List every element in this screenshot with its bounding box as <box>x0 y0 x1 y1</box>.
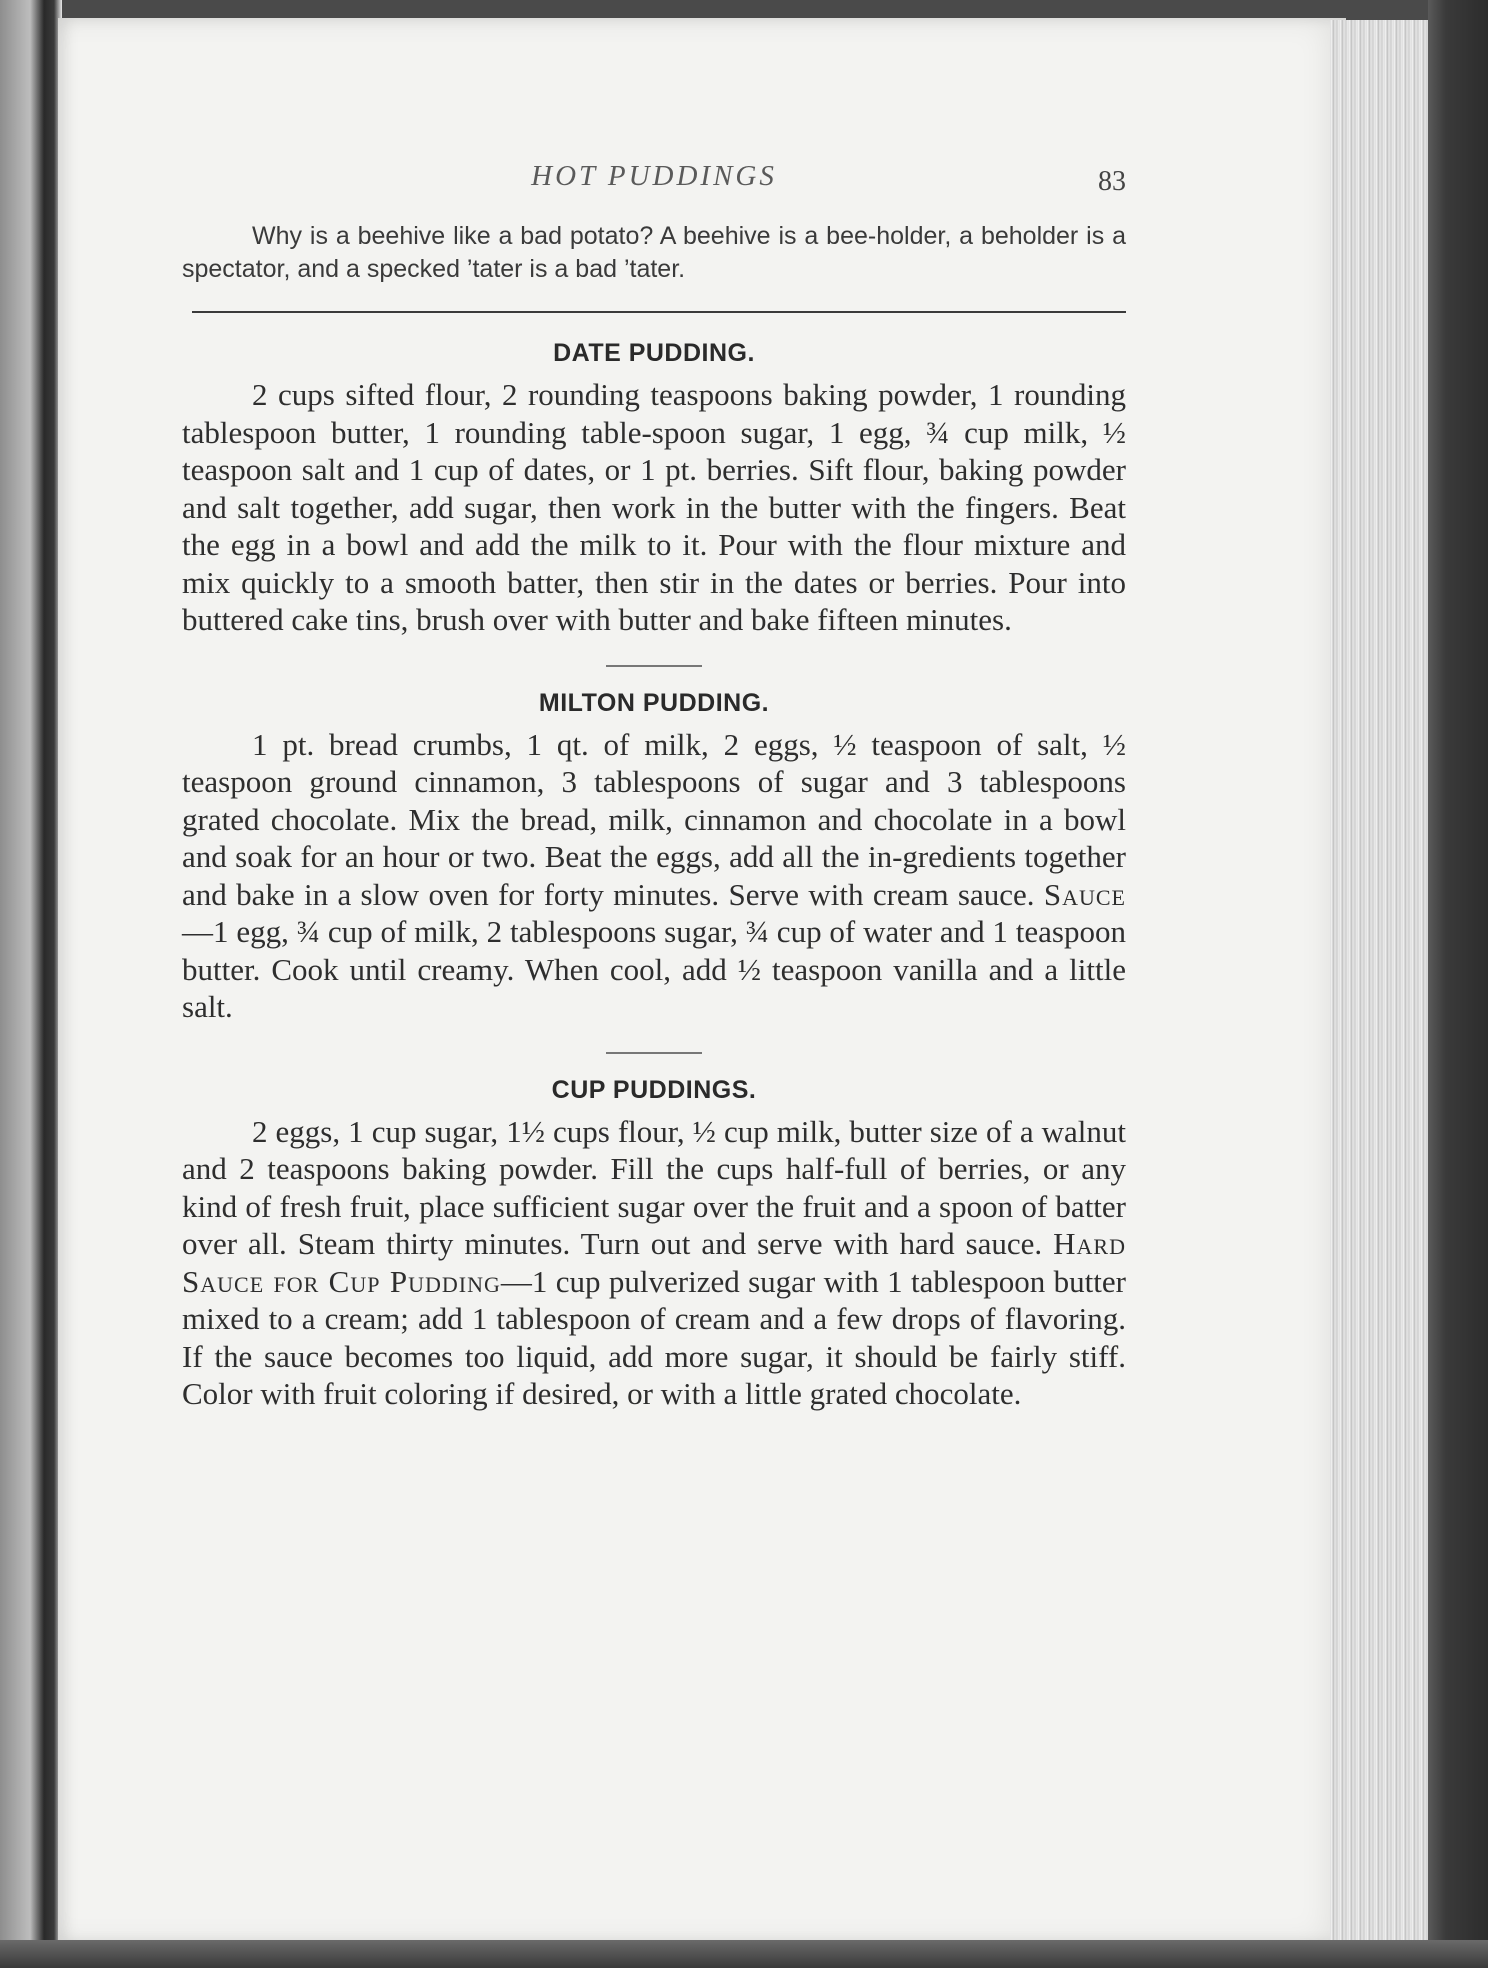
divider-rule <box>192 311 1126 313</box>
recipe-cup-puddings <box>182 1076 1126 1413</box>
recipe-text: 2 eggs, 1 cup sugar, 1½ cups flour, ½ cup milk, butter size of a walnut and 2 teaspoons baking powder. Fill the cups half-full of berries, or any kind of fresh fruit, place sufficient sugar over the fruit and a spoon of batter over all. Steam thirty minutes. Turn out and serve with hard sauce. <box>182 1113 1126 1261</box>
page-number: 83 <box>1098 166 1126 197</box>
recipe-text: —1 cup pulverized sugar with 1 tablespoon butter mixed to a cream; add 1 tablespoon of cream and a few drops of flavoring. If the sauce becomes too liquid, add more sugar, it should be fairly stiff. Color with fruit coloring if desired, or with a little grated chocolate. <box>182 1263 1126 1411</box>
recipe-text: 1 pt. bread crumbs, 1 qt. of milk, 2 eggs, ½ teaspoon of salt, ½ teaspoon ground cinnamon, 3 tablespoons of sugar and 3 tablespoons grated chocolate. Mix the bread, milk, cinnamon and chocolate in a bowl and soak for an hour or two. Beat the eggs, add all the in-gredients together and bake in a slow oven for forty minutes. Serve with cream sauce. <box>182 726 1126 912</box>
epigraph: Why is a beehive like a bad potato? A beehive is a bee-holder, a beholder is a spectator, and a specked ’tater is a bad ’tater. <box>182 222 1126 283</box>
recipe-title: MILTON PUDDING. <box>538 688 770 717</box>
divider-short <box>606 1052 702 1054</box>
book-cover-edge <box>1428 0 1488 1968</box>
page-stack-edge <box>1330 20 1430 1945</box>
recipe-body <box>182 726 1126 1026</box>
recipe-body: 2 cups sifted flour, 2 rounding teaspoons baking powder, 1 rounding tablespoon butter, 1 rounding table-spoon sugar, 1 egg, ¾ cup milk, ½ teaspoon salt and 1 cup of dates, or 1 pt. berries. Sift flour, baking powder and salt together, add sugar, then work in the butter with the fingers. Beat the egg in a bowl and add the milk to it. Pour with the flour mixture and mix quickly to a smooth batter, then stir in the dates or berries. Pour into buttered cake tins, brush over with butter and bake fifteen minutes. <box>182 377 1126 637</box>
recipe-text: —1 egg, ¾ cup of milk, 2 tablespoons sugar, ¾ cup of water and 1 teaspoon butter. Cook until creamy. When cool, add ½ teaspoon vanilla and a little salt. <box>182 914 1126 1024</box>
book-spine-edge <box>0 0 62 1968</box>
running-head <box>182 160 1126 204</box>
running-title: HOT PUDDINGS <box>531 160 777 192</box>
recipe-date-pudding <box>182 339 1126 639</box>
sauce-label: Sauce <box>1043 876 1126 912</box>
recipe-milton-pudding <box>182 689 1126 1026</box>
page-text <box>182 160 1126 1413</box>
sauce-label: Hard Sauce for Cup Pudding <box>182 1226 1126 1299</box>
recipe-body <box>182 1113 1126 1413</box>
scan-bottom-edge <box>0 1940 1488 1968</box>
divider-short <box>606 665 702 667</box>
recipe-title: DATE PUDDING. <box>553 339 755 367</box>
recipe-title: CUP PUDDINGS. <box>551 1075 757 1104</box>
